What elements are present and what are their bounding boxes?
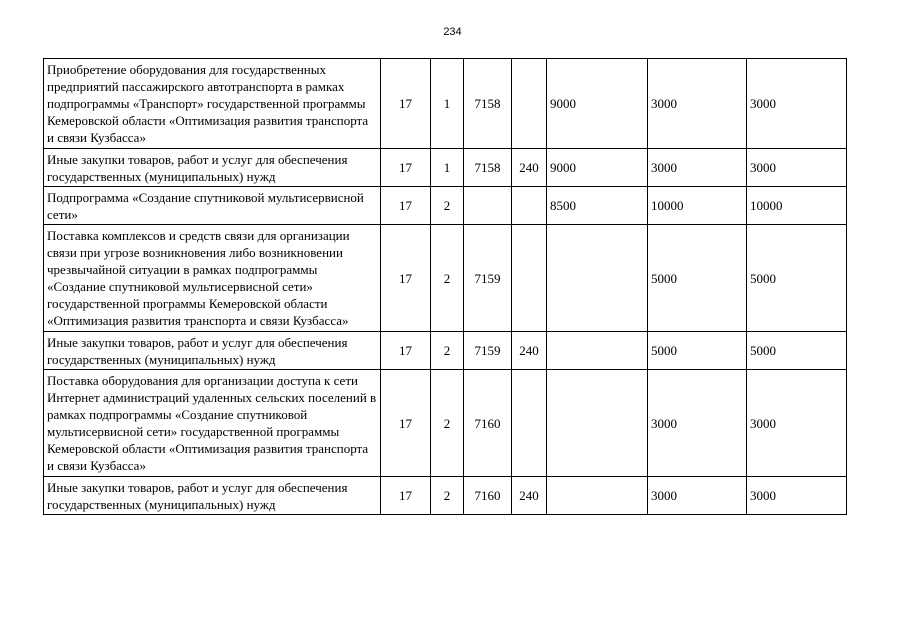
target-code [464, 187, 512, 225]
amount-year1 [547, 332, 648, 370]
section-code: 17 [381, 332, 431, 370]
expense-type-code: 240 [512, 477, 547, 515]
subsection-code: 1 [431, 149, 464, 187]
page-number: 234 [443, 26, 462, 38]
subsection-code: 2 [431, 332, 464, 370]
subsection-code: 2 [431, 225, 464, 332]
expense-type-code [512, 225, 547, 332]
target-code: 7160 [464, 477, 512, 515]
subsection-code: 2 [431, 370, 464, 477]
table-row [44, 149, 847, 187]
amount-year1 [547, 370, 648, 477]
amount-year1: 9000 [547, 59, 648, 149]
row-description: Иные закупки товаров, работ и услуг для обеспечения государственных (муниципальных) нужд [44, 477, 381, 515]
section-code: 17 [381, 225, 431, 332]
section-code: 17 [381, 370, 431, 477]
amount-year1: 9000 [547, 149, 648, 187]
target-code: 7158 [464, 59, 512, 149]
amount-year2: 10000 [648, 187, 747, 225]
row-description: Иные закупки товаров, работ и услуг для обеспечения государственных (муниципальных) нужд [44, 332, 381, 370]
table-row [44, 477, 847, 515]
row-description: Поставка оборудования для организации доступа к сети Интернет администраций удаленных сельских поселений в рамках подпрограммы «Создание спутниковой мультисервисной сети» государственной программы Кемеровской области «Оптимизация развития транспорта и связи Кузбасса» [44, 370, 381, 477]
amount-year3: 5000 [747, 225, 847, 332]
amount-year3: 3000 [747, 370, 847, 477]
table-row [44, 225, 847, 332]
section-code: 17 [381, 477, 431, 515]
amount-year3: 3000 [747, 59, 847, 149]
target-code: 7158 [464, 149, 512, 187]
target-code: 7159 [464, 225, 512, 332]
section-code: 17 [381, 149, 431, 187]
table-row [44, 370, 847, 477]
amount-year2: 5000 [648, 332, 747, 370]
table-row [44, 332, 847, 370]
expense-type-code: 240 [512, 332, 547, 370]
expense-type-code [512, 187, 547, 225]
amount-year3: 5000 [747, 332, 847, 370]
amount-year3: 10000 [747, 187, 847, 225]
target-code: 7160 [464, 370, 512, 477]
amount-year3: 3000 [747, 477, 847, 515]
budget-table [43, 58, 847, 515]
amount-year2: 3000 [648, 59, 747, 149]
table-row [44, 59, 847, 149]
row-description: Поставка комплексов и средств связи для организации связи при угрозе возникновения либо возникновении чрезвычайной ситуации в рамках подпрограммы «Создание спутниковой мультисервисной сети» государственной программы Кемеровской области «Оптимизация развития транспорта и связи Кузбасса» [44, 225, 381, 332]
subsection-code: 1 [431, 59, 464, 149]
table-row [44, 187, 847, 225]
row-description: Приобретение оборудования для государственных предприятий пассажирского автотранспорта в рамках подпрограммы «Транспорт» государственной программы Кемеровской области «Оптимизация развития транспорта и связи Кузбасса» [44, 59, 381, 149]
expense-type-code: 240 [512, 149, 547, 187]
amount-year1 [547, 225, 648, 332]
row-description: Подпрограмма «Создание спутниковой мультисервисной сети» [44, 187, 381, 225]
expense-type-code [512, 370, 547, 477]
row-description: Иные закупки товаров, работ и услуг для обеспечения государственных (муниципальных) нужд [44, 149, 381, 187]
amount-year2: 5000 [648, 225, 747, 332]
amount-year3: 3000 [747, 149, 847, 187]
subsection-code: 2 [431, 477, 464, 515]
amount-year2: 3000 [648, 149, 747, 187]
section-code: 17 [381, 59, 431, 149]
amount-year2: 3000 [648, 477, 747, 515]
section-code: 17 [381, 187, 431, 225]
amount-year1 [547, 477, 648, 515]
expense-type-code [512, 59, 547, 149]
amount-year2: 3000 [648, 370, 747, 477]
target-code: 7159 [464, 332, 512, 370]
amount-year1: 8500 [547, 187, 648, 225]
subsection-code: 2 [431, 187, 464, 225]
